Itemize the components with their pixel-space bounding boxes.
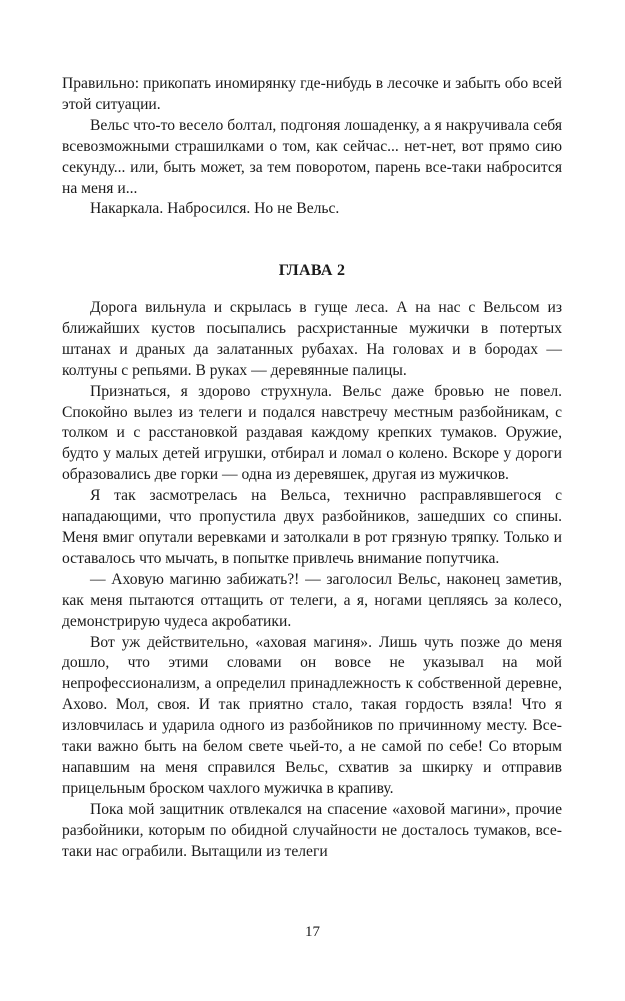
paragraph: Признаться, я здорово струхнула. Вельс даже бровью не повел. Спокойно вылез из телеги и подался навстречу местным разбойникам, с толком и с расстановкой раздавая каждому крепких тумаков. Оружие, будто у малых детей игрушки, отбирал и ломал о колено. Вскоре у дороги образовались две горки — одна из деревяшек, другая из мужичков. [62,382,562,484]
page-number: 17 [305,924,320,940]
paragraph: Вот уж действительно, «аховая магиня». Лишь чуть позже до меня дошло, что этими словами он вовсе не указывал на мой непрофессионализм, а определил принадлежность к собственной деревне, Ахово. Мол, своя. И так приятно стало, такая гордость взяла! Что я изловчилась и ударила одного из разбойников по причинному месту. Все-таки важно быть на белом свете чьей-то, а не самой по себе! Со вторым напавшим на меня справился Вельс, схватив за шкирку и отправив прицельным броском чахлого мужичка в крапиву. [62,633,562,797]
chapter-heading: ГЛАВА 2 [278,262,346,279]
chapter-text-block [62,298,562,862]
paragraph: Вельс что-то весело болтал, подгоняя лошаденку, а я накручивала себя всевозможными страшилками о том, как сейчас... нет-нет, вот прямо сию секунду... или, быть может, за тем поворотом, парень все-таки набросится на меня и... [62,116,562,197]
paragraph: — Аховую магиню забижать?! — заголосил Вельс, наконец заметив, как меня пытаются оттащить от телеги, а я, ногами цепляясь за колесо, демонстрирую чудеса акробатики. [62,570,562,630]
paragraph: Пока мой защитник отвлекался на спасение «аховой магини», прочие разбойники, которым по обидной случайности не досталось тумаков, все-таки нас ограбили. Вытащили из телеги [62,800,562,860]
top-text-block [62,74,562,220]
paragraph: Дорога вильнула и скрылась в гуще леса. А на нас с Вельсом из ближайших кустов посыпались расхристанные мужички в потертых штанах и драных да залатанных рубахах. На головах и в бородах — колтуны с репьями. В руках — деревянные палицы. [62,299,562,379]
paragraph: Я так засмотрелась на Вельса, технично расправлявшегося с нападающими, что пропустила двух разбойников, зашедших со спины. Меня вмиг опутали веревками и затолкали в рот грязную тряпку. Только и оставалось что мычать, в попытке привлечь внимание попутчика. [62,487,562,567]
paragraph: Накаркала. Набросился. Но не Вельс. [90,200,340,218]
paragraph: Правильно: прикопать иномирянку где-нибудь в лесочке и забыть обо всей этой ситуации. [62,75,562,113]
